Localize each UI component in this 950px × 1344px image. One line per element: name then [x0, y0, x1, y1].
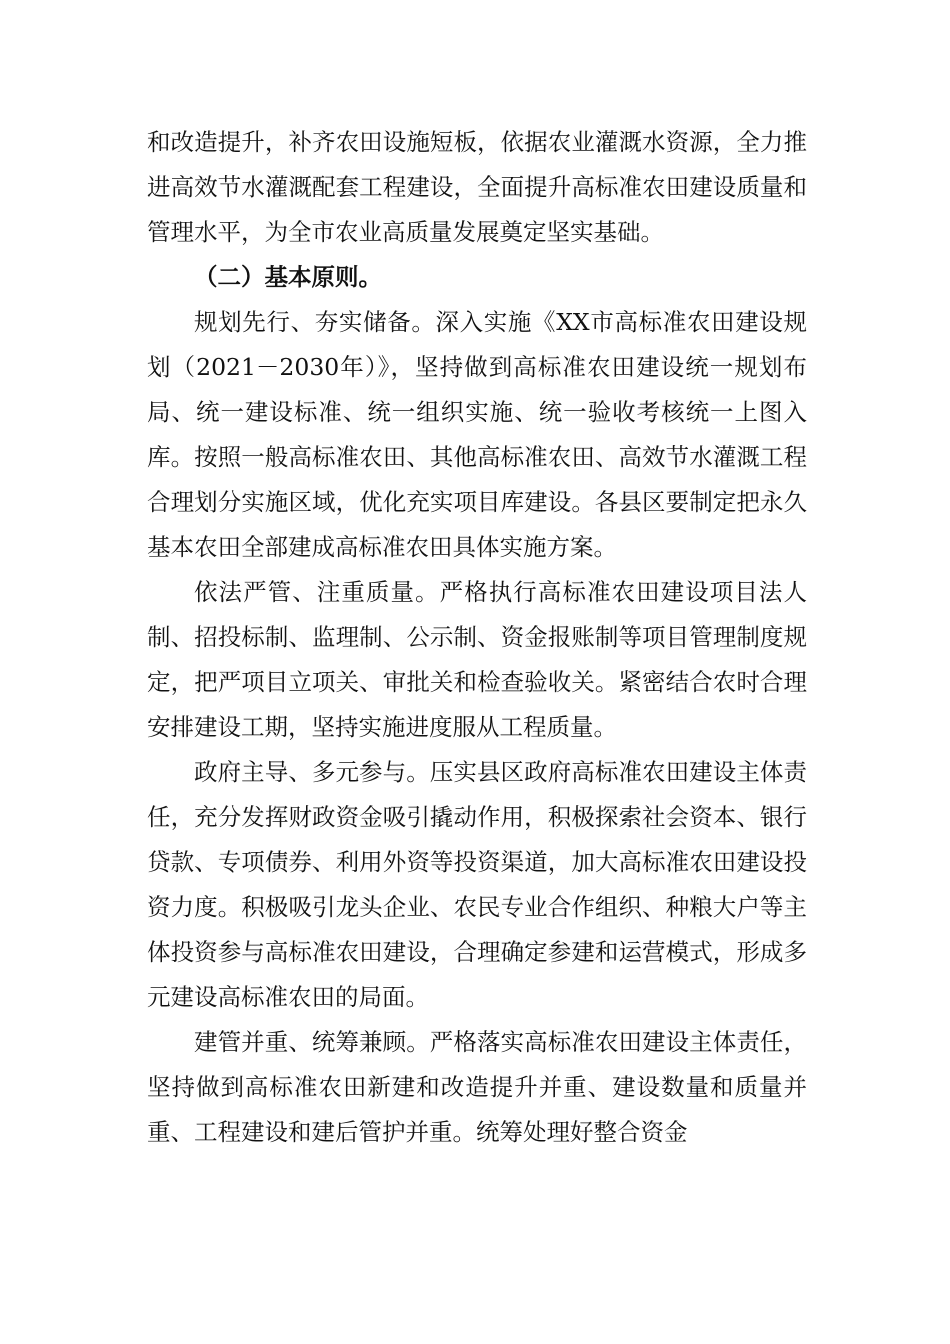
paragraph-planning: 规划先行、夯实储备。深入实施《XX市高标准农田建设规划（2021－2030年）》，坚持做到高标准农田建设统一规划布局、统一建设标准、统一组织实施、统一验收考核统一上图入库。按照一般高标准农田、其他高标准农田、高效节水灌溉工程合理划分实施区域，优化充实项目库建设。各县区要制定把永久基本农田全部建成高标准农田具体实施方案。	[147, 308, 807, 561]
document-body	[147, 120, 807, 1155]
paragraph-construction-management: 建管并重、统筹兼顾。严格落实高标准农田建设主体责任，坚持做到高标准农田新建和改造提升并重、建设数量和质量并重、工程建设和建后管护并重。统筹处理好整合资金	[147, 1028, 807, 1146]
paragraph-continuation: 和改造提升，补齐农田设施短板，依据农业灌溉水资源，全力推进高效节水灌溉配套工程建设，全面提升高标准农田建设质量和管理水平，为全市农业高质量发展奠定坚实基础。	[147, 128, 807, 246]
section-heading-basic-principles: （二）基本原则。	[194, 263, 382, 291]
paragraph-government: 政府主导、多元参与。压实县区政府高标准农田建设主体责任，充分发挥财政资金吸引撬动作用，积极探索社会资本、银行贷款、专项债券、利用外资等投资渠道，加大高标准农田建设投资力度。积极吸引龙头企业、农民专业合作组织、种粮大户等主体投资参与高标准农田建设，合理确定参建和运营模式，形成多元建设高标准农田的局面。	[147, 758, 807, 1011]
paragraph-quality: 依法严管、注重质量。严格执行高标准农田建设项目法人制、招投标制、监理制、公示制、资金报账制等项目管理制度规定，把严项目立项关、审批关和检查验收关。紧密结合农时合理安排建设工期，坚持实施进度服从工程质量。	[147, 578, 807, 741]
